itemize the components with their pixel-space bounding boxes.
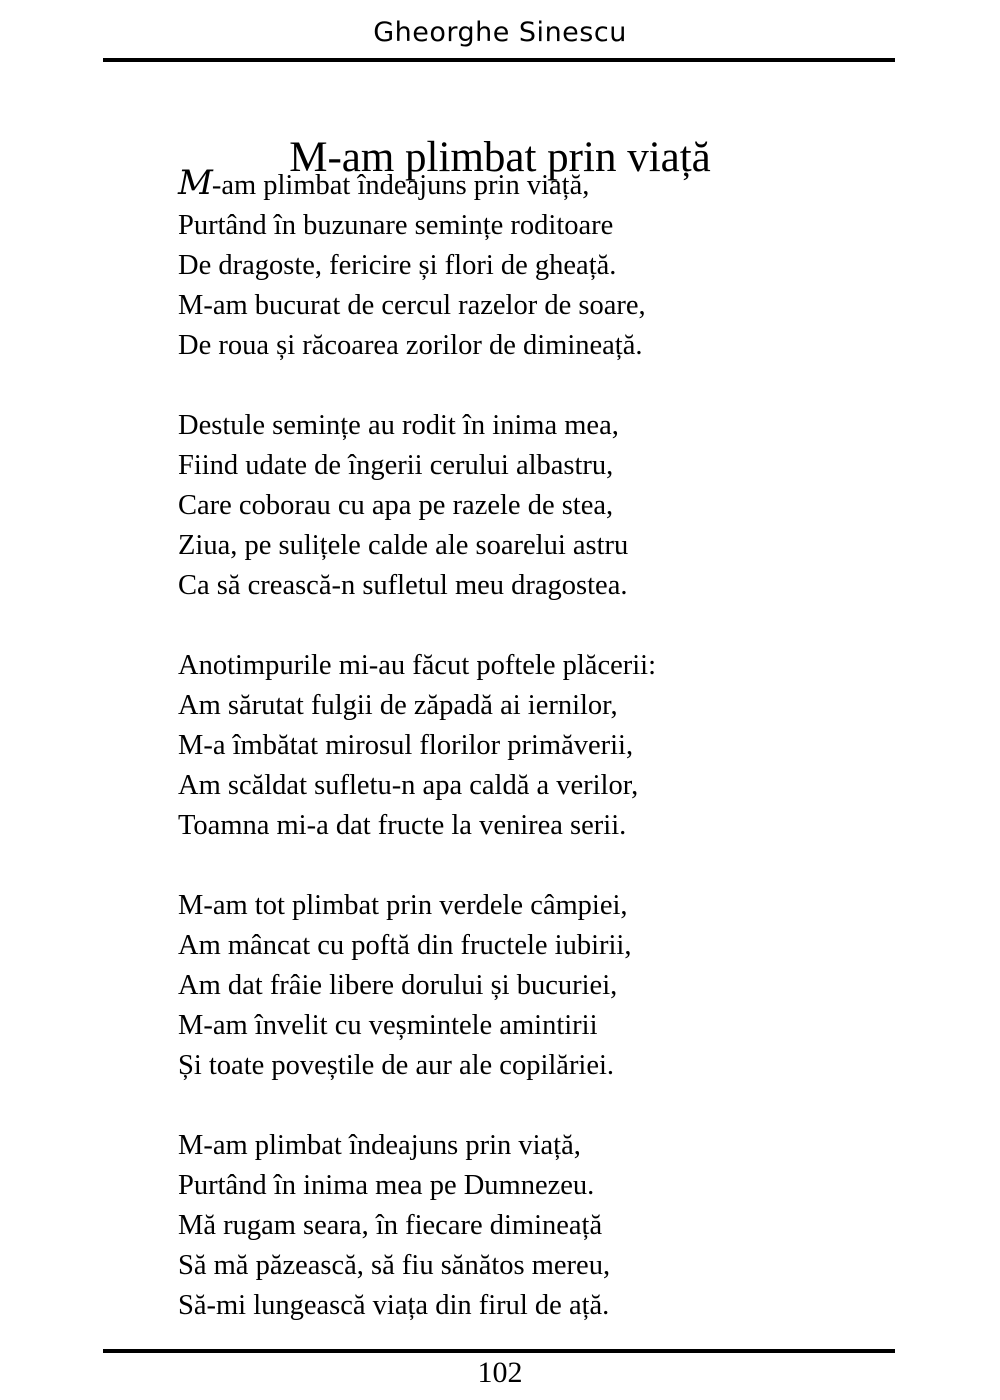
- poem-line: Purtând în buzunare semințe roditoare: [178, 210, 614, 241]
- poem-stanza: [178, 886, 878, 1086]
- poem-line: Destule semințe au rodit în inima mea,: [178, 410, 619, 441]
- poem-line: Am sărutat fulgii de zăpadă ai iernilor,: [178, 690, 618, 721]
- poem-line: M-am plimbat îndeajuns prin viață,: [178, 1130, 581, 1161]
- poem-line: Să-mi lungească viața din firul de ață.: [178, 1290, 610, 1321]
- header-rule: [103, 58, 895, 62]
- poem-line: Purtând în inima mea pe Dumnezeu.: [178, 1170, 595, 1201]
- poem-stanza: [178, 1126, 878, 1326]
- poem-line: M-am învelit cu veșmintele amintirii: [178, 1010, 598, 1041]
- poem-line: M-a îmbătat mirosul florilor primăverii,: [178, 730, 634, 761]
- page-number: 102: [477, 1356, 523, 1389]
- poem-line: Toamna mi-a dat fructe la venirea serii.: [178, 810, 627, 841]
- poem-line: Am mâncat cu poftă din fructele iubirii,: [178, 930, 632, 961]
- poem-line: Și toate poveștile de aur ale copilăriei.: [178, 1050, 615, 1081]
- poem-line: De roua și răcoarea zorilor de dimineață.: [178, 330, 643, 361]
- ornamental-initial: M: [178, 163, 212, 203]
- poem-line: Care coborau cu apa pe razele de stea,: [178, 490, 614, 521]
- poem-stanza: [178, 406, 878, 606]
- footer-rule: [103, 1349, 895, 1353]
- poem-stanza: [178, 163, 878, 366]
- poem-line: Mă rugam seara, în fiecare dimineață: [178, 1210, 603, 1241]
- poem-body: [178, 163, 878, 1326]
- poem-line: M-am tot plimbat prin verdele câmpiei,: [178, 890, 628, 921]
- poem-line: Fiind udate de îngerii cerului albastru,: [178, 450, 614, 481]
- poem-line: M-am bucurat de cercul razelor de soare,: [178, 290, 646, 321]
- poem-line: Să mă păzească, să fiu sănătos mereu,: [178, 1250, 611, 1281]
- poem-line: De dragoste, fericire și flori de gheață.: [178, 250, 617, 281]
- poem-line: Am dat frâie libere dorului și bucuriei,: [178, 970, 618, 1001]
- poem-line: M-am plimbat îndeajuns prin viață,: [178, 163, 590, 203]
- poem-line: Ca să crească-n sufletul meu dragostea.: [178, 570, 628, 601]
- poem-stanza: [178, 646, 878, 846]
- poem-line: Ziua, pe sulițele calde ale soarelui astru: [178, 530, 629, 561]
- poem-line: Am scăldat sufletu-n apa caldă a verilor,: [178, 770, 639, 801]
- running-head: Gheorghe Sinescu: [373, 17, 627, 48]
- poem-line: Anotimpurile mi-au făcut poftele plăcerii:: [178, 650, 656, 681]
- poem-title: M-am plimbat prin viață: [289, 133, 711, 181]
